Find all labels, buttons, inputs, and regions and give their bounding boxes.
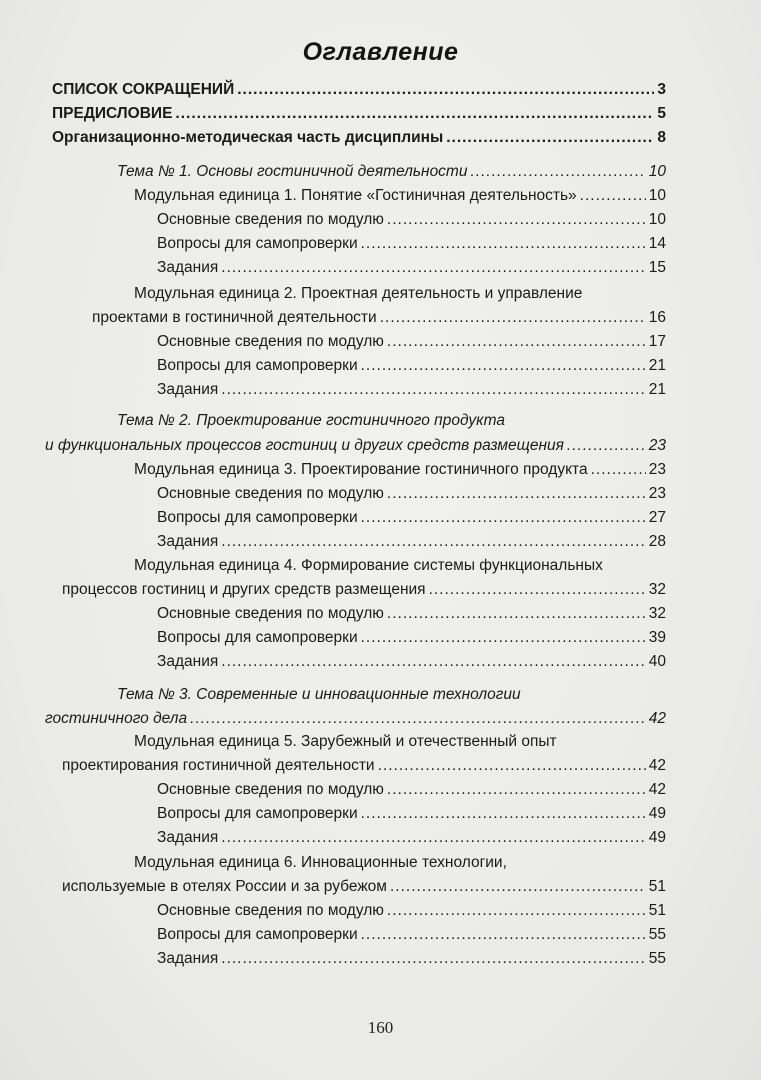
toc-entry-methodology[interactable] — [52, 126, 666, 150]
toc-entry-page: 28 — [648, 533, 666, 550]
toc-unit-2-questions[interactable] — [157, 354, 666, 378]
toc-entry-page: 42 — [648, 757, 666, 774]
dot-leader — [387, 899, 646, 923]
dot-leader — [387, 330, 646, 354]
toc-entry-label: Задания — [157, 259, 219, 276]
toc-entry-label: Вопросы для самопроверки — [157, 805, 358, 822]
dot-leader — [237, 78, 654, 102]
toc-entry-page: 51 — [648, 902, 666, 919]
dot-leader — [361, 923, 646, 947]
toc-entry-label: Основные сведения по модулю — [157, 902, 384, 919]
toc-entry-label: Модульная единица 1. Понятие «Гостиничная деятельность» — [134, 187, 577, 204]
toc-entry-label: Вопросы для самопроверки — [157, 235, 358, 252]
toc-unit-4[interactable] — [62, 578, 666, 602]
dot-leader — [390, 875, 646, 899]
toc-entry-page: 3 — [657, 81, 666, 98]
toc-entry-label: Основные сведения по модулю — [157, 211, 384, 228]
toc-unit-6-basics[interactable] — [157, 899, 666, 923]
toc-entry-label: Тема № 1. Основы гостиничной деятельности — [117, 163, 468, 180]
toc-entry-label: проектирования гостиничной деятельности — [62, 757, 375, 774]
toc-unit-5[interactable] — [62, 754, 666, 778]
toc-entry-label: Вопросы для самопроверки — [157, 357, 358, 374]
toc-entry-label: гостиничного дела — [45, 710, 188, 727]
toc-entry-page: 49 — [648, 805, 666, 822]
toc-entry-label: и функциональных процессов гостиниц и других средств размещения — [45, 437, 564, 454]
toc-topic-2[interactable] — [45, 434, 666, 458]
toc-entry-page: 32 — [648, 581, 666, 598]
dot-leader — [221, 378, 645, 402]
dot-leader — [221, 650, 645, 674]
toc-topic-3[interactable] — [45, 707, 666, 731]
toc-entry-label: Задания — [157, 381, 219, 398]
toc-entry-label: Организационно-методическая часть дисциплины — [52, 129, 444, 146]
toc-entry-label: Задания — [157, 533, 219, 550]
dot-leader — [221, 826, 645, 850]
dot-leader — [378, 754, 646, 778]
toc-entry-label: Вопросы для самопроверки — [157, 509, 358, 526]
toc-entry-label: проектами в гостиничной деятельности — [92, 309, 377, 326]
toc-entry-label: Задания — [157, 950, 219, 967]
page-number: 160 — [367, 1018, 394, 1037]
page-title: Оглавление — [302, 38, 459, 66]
toc-entry-page: 39 — [648, 629, 666, 646]
toc-unit-3-tasks[interactable] — [157, 530, 666, 554]
dot-leader — [387, 778, 646, 802]
toc-unit-5-basics[interactable] — [157, 778, 666, 802]
toc-entry-label: Модульная единица 3. Проектирование гостиничного продукта — [134, 461, 588, 478]
toc-unit-1[interactable] — [134, 184, 666, 208]
toc-entry-page: 14 — [648, 235, 666, 252]
dot-leader — [221, 947, 645, 971]
toc-entry-page: 10 — [648, 187, 666, 204]
toc-unit-1-basics[interactable] — [157, 208, 666, 232]
dot-leader — [387, 208, 646, 232]
toc-unit-5-questions[interactable] — [157, 802, 666, 826]
dot-leader — [446, 126, 654, 150]
dot-leader — [190, 707, 646, 731]
dot-leader — [567, 434, 646, 458]
toc-entry-label: Вопросы для самопроверки — [157, 926, 358, 943]
toc-unit-1-questions[interactable] — [157, 232, 666, 256]
toc-entry-label: Вопросы для самопроверки — [157, 629, 358, 646]
toc-entry-page: 5 — [657, 105, 666, 122]
toc-entry-label: процессов гостиниц и других средств размещения — [62, 581, 426, 598]
dot-leader — [361, 232, 646, 256]
dot-leader — [387, 482, 646, 506]
toc-entry-page: 16 — [648, 309, 666, 326]
toc-entry-label: Основные сведения по модулю — [157, 333, 384, 350]
dot-leader — [221, 530, 645, 554]
toc-entry-label: Задания — [157, 829, 219, 846]
toc-unit-1-tasks[interactable] — [157, 256, 666, 280]
dot-leader — [470, 160, 645, 184]
toc-unit-5-tasks[interactable] — [157, 826, 666, 850]
toc-entry-page: 32 — [648, 605, 666, 622]
toc-entry-page: 40 — [648, 653, 666, 670]
toc-entry-page: 55 — [648, 950, 666, 967]
toc-entry-page: 55 — [648, 926, 666, 943]
toc-entry-page: 15 — [648, 259, 666, 276]
toc-unit-6[interactable] — [62, 875, 666, 899]
toc-entry-page: 10 — [648, 211, 666, 228]
toc-entry-page: 21 — [648, 357, 666, 374]
toc-entry-page: 42 — [648, 710, 666, 727]
toc-entry-label: Основные сведения по модулю — [157, 485, 384, 502]
toc-unit-4-title-line1[interactable]: Модульная единица 4. Формирование системы функциональных — [134, 557, 603, 574]
dot-leader — [387, 602, 646, 626]
toc-topic-2-title-line1[interactable]: Тема № 2. Проектирование гостиничного продукта — [117, 412, 505, 429]
dot-leader — [380, 306, 646, 330]
dot-leader — [591, 458, 646, 482]
toc-unit-3[interactable] — [134, 458, 666, 482]
toc-entry-page: 27 — [648, 509, 666, 526]
dot-leader — [361, 506, 646, 530]
toc-unit-4-tasks[interactable] — [157, 650, 666, 674]
dot-leader — [361, 354, 646, 378]
toc-unit-6-questions[interactable] — [157, 923, 666, 947]
toc-entry-preface[interactable] — [52, 102, 666, 126]
toc-unit-3-basics[interactable] — [157, 482, 666, 506]
toc-unit-4-basics[interactable] — [157, 602, 666, 626]
toc-unit-5-title-line1[interactable]: Модульная единица 5. Зарубежный и отечественный опыт — [134, 733, 557, 750]
toc-unit-2-title-line1[interactable]: Модульная единица 2. Проектная деятельность и управление — [134, 285, 583, 302]
dot-leader — [429, 578, 646, 602]
toc-unit-6-tasks[interactable] — [157, 947, 666, 971]
toc-entry-page: 8 — [657, 129, 666, 146]
toc-entry-page: 42 — [648, 781, 666, 798]
toc-entry-page: 23 — [648, 437, 666, 454]
toc-entry-label: Основные сведения по модулю — [157, 605, 384, 622]
toc-unit-2-basics[interactable] — [157, 330, 666, 354]
dot-leader — [175, 102, 654, 126]
toc-entry-abbreviations[interactable] — [52, 78, 666, 102]
toc-entry-label: используемые в отелях России и за рубежом — [62, 878, 387, 895]
dot-leader — [580, 184, 646, 208]
toc-unit-4-questions[interactable] — [157, 626, 666, 650]
toc-entry-page: 23 — [648, 461, 666, 478]
toc-unit-2[interactable] — [92, 306, 666, 330]
toc-unit-6-title-line1[interactable]: Модульная единица 6. Инновационные технологии, — [134, 854, 507, 871]
toc-topic-3-title-line1[interactable]: Тема № 3. Современные и инновационные технологии — [117, 686, 521, 703]
dot-leader — [361, 802, 646, 826]
dot-leader — [221, 256, 645, 280]
toc-entry-label: СПИСОК СОКРАЩЕНИЙ — [52, 81, 235, 98]
toc-entry-page: 10 — [648, 163, 666, 180]
toc-entry-page: 17 — [648, 333, 666, 350]
dot-leader — [361, 626, 646, 650]
toc-entry-page: 21 — [648, 381, 666, 398]
toc-unit-2-tasks[interactable] — [157, 378, 666, 402]
toc-entry-page: 23 — [648, 485, 666, 502]
toc-entry-label: Основные сведения по модулю — [157, 781, 384, 798]
toc-entry-label: ПРЕДИСЛОВИЕ — [52, 105, 173, 122]
toc-unit-3-questions[interactable] — [157, 506, 666, 530]
toc-entry-label: Задания — [157, 653, 219, 670]
toc-topic-1[interactable] — [117, 160, 666, 184]
toc-entry-page: 49 — [648, 829, 666, 846]
toc-entry-page: 51 — [648, 878, 666, 895]
